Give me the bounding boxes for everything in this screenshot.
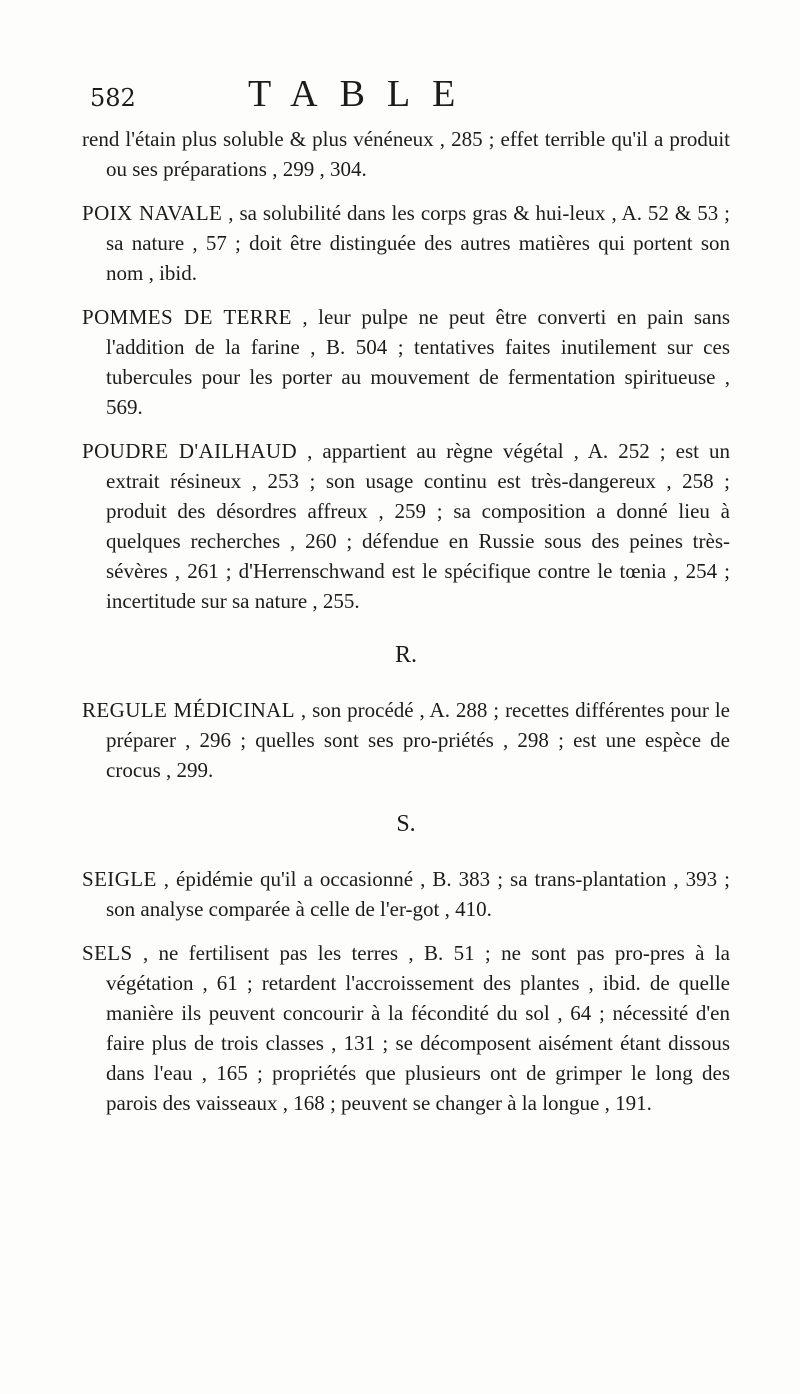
entry-text: rend l'étain plus soluble & plus vénéneux , 285 ; effet terrible qu'il a produit ou ses préparations , 299 , 304. xyxy=(82,127,730,181)
section-letter-r: R. xyxy=(394,642,417,668)
entry-headword: SEIGLE xyxy=(82,867,157,891)
entry-text: , ne fertilisent pas les terres , B. 51 ; ne sont pas pro-pres à la végétation , 61 ; retardent l'accroissement des plantes , ibid. de quelle manière ils peuvent concourir à la fécondité du sol , 64 ; nécessité d'en faire plus de trois classes , 131 ; se décomposent aisément étant dissous dans l'eau , 165 ; propriétés que plusieurs ont de grimper le long des parois des vaisseaux , 168 ; peuvent se changer à la longue , 191. xyxy=(106,941,730,1115)
entry-text: , sa solubilité dans les corps gras & hui-leux , A. 52 & 53 ; sa nature , 57 ; doit être distinguée des autres matières qui portent son nom , ibid. xyxy=(106,201,730,285)
entry-text: , appartient au règne végétal , A. 252 ; est un extrait résineux , 253 ; son usage continu est très-dangereux , 258 ; produit des désordres affreux , 259 ; sa composition a donné lieu à quelques recherches , 260 ; défendue en Russie sous des peines très-sévères , 261 ; d'Herrenschwand est le spécifique contre le tœnia , 254 ; incertitude sur sa nature , 255. xyxy=(106,439,730,613)
index-entry-regule-medicinal xyxy=(82,695,730,785)
index-entry-poudre-dailhaud xyxy=(82,436,730,616)
entry-headword: POIX NAVALE xyxy=(82,201,223,225)
index-entry-sels xyxy=(82,938,730,1118)
entry-headword: REGULE MÉDICINAL xyxy=(82,698,295,722)
page-header xyxy=(90,70,730,120)
index-entry-seigle xyxy=(82,864,730,924)
entry-text: , épidémie qu'il a occasionné , B. 383 ; sa trans-plantation , 393 ; son analyse comparée à celle de l'er-got , 410. xyxy=(106,867,730,921)
running-title: TABLE xyxy=(248,73,478,115)
index-entry-poix-navale xyxy=(82,198,730,288)
page-number: 582 xyxy=(90,84,136,112)
entry-headword: POMMES DE TERRE xyxy=(82,305,292,329)
index-entry-pommes-de-terre xyxy=(82,302,730,422)
section-letter-s: S. xyxy=(396,811,416,837)
index-entry-continuation xyxy=(82,124,730,184)
index-content xyxy=(82,124,730,1132)
entry-headword: SELS xyxy=(82,941,133,965)
entry-text: , leur pulpe ne peut être converti en pain sans l'addition de la farine , B. 504 ; tentatives faites inutilement sur ces tubercules pour les porter au mouvement de fermentation spiritueuse , 569. xyxy=(106,305,730,419)
entry-headword: POUDRE D'AILHAUD xyxy=(82,439,298,463)
entry-text: , son procédé , A. 288 ; recettes différentes pour le préparer , 296 ; quelles sont ses pro-priétés , 298 ; est une espèce de crocus , 299. xyxy=(106,698,730,782)
